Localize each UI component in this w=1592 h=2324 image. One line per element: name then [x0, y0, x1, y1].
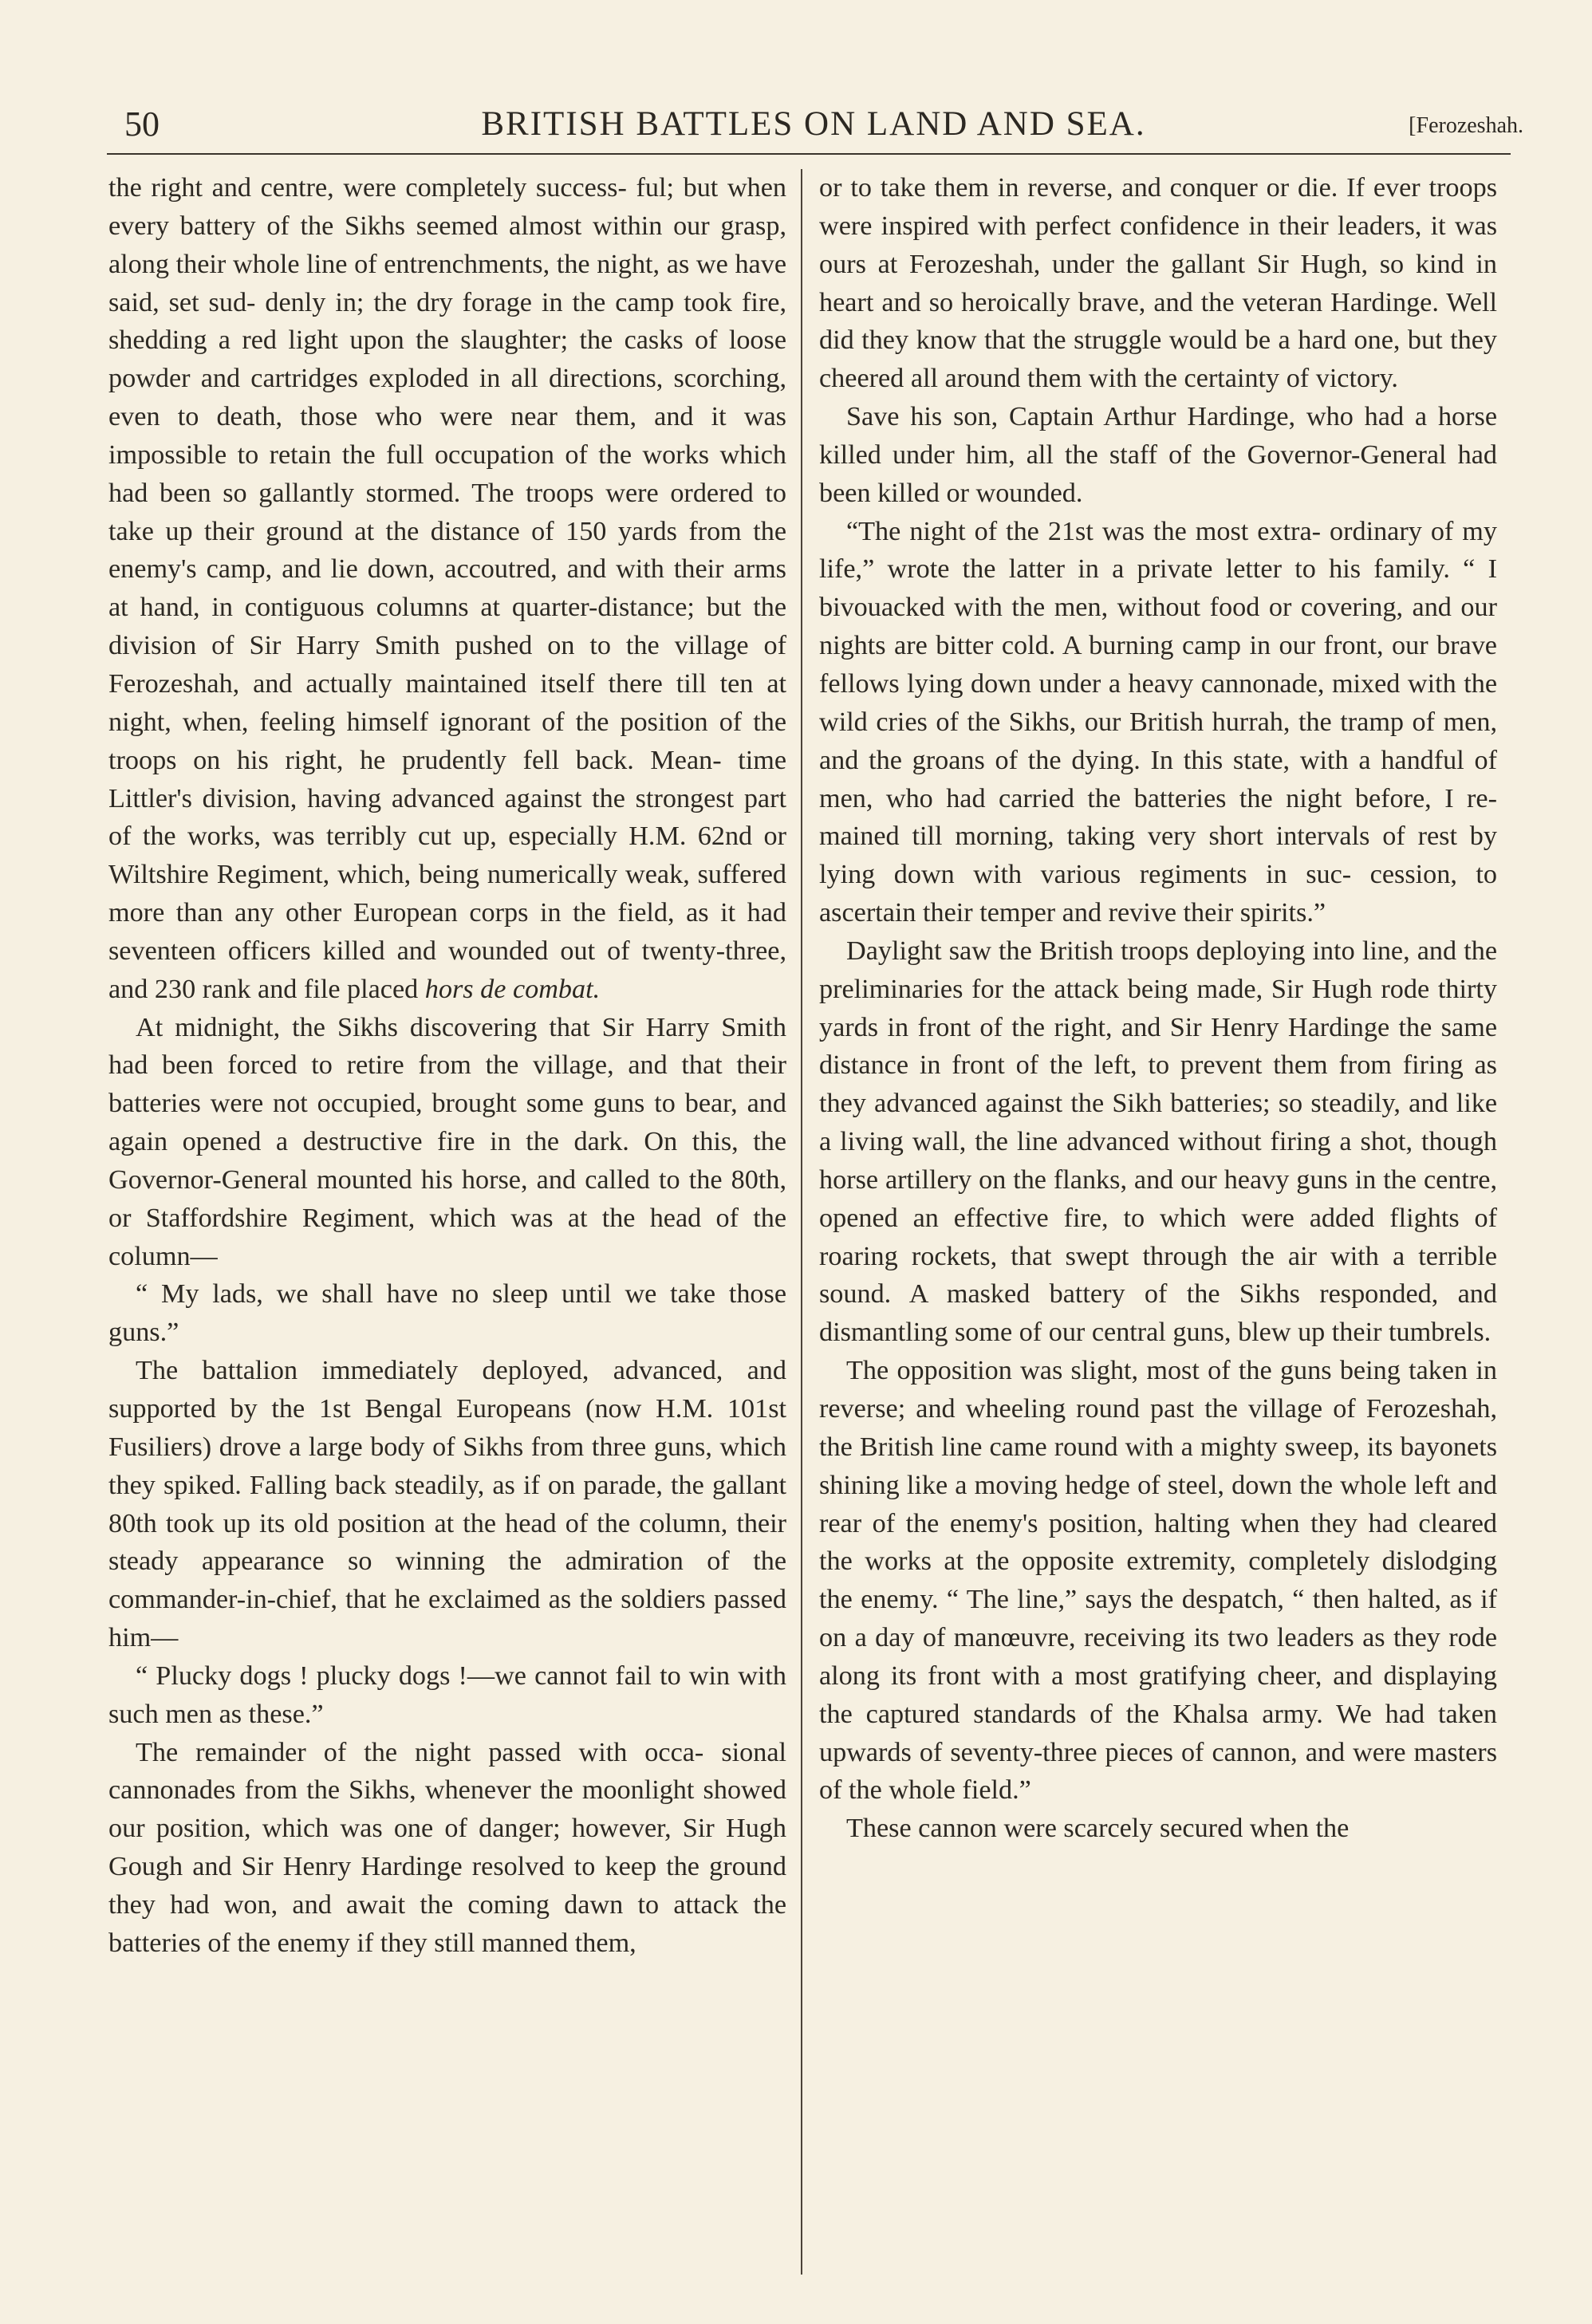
paragraph: The remainder of the night passed with occa- sional cannonades from the Sikhs, whenever the moonlight showed our position, which was one of danger; however, Sir Hugh Gough and Sir Henry Hardinge resolved to keep the ground they had won, and await the coming dawn to attack the batteries of the enemy if they still manned them, [108, 1737, 786, 1958]
paragraph: These cannon were scarcely secured when the [846, 1814, 1350, 1844]
paragraph: Daylight saw the British troops deploying into line, and the preliminaries for the attack being made, Sir Hugh rode thirty yards in front of the right, and Sir Henry Hardinge the same distance in front of the left, to prevent them from firing as they advanced against the Sikh batteries; so steadily, and like a living wall, the line advanced without firing a shot, though horse artillery on the flanks, and our heavy guns in the centre, opened an effective fire, to which were added flights of roaring rockets, that swept through the air with a terrible sound. A masked battery of the Sikhs responded, and dismantling some of our central guns, blew up their tumbrels. [819, 936, 1497, 1348]
italic-phrase: hors de combat. [424, 974, 601, 1004]
quote-paragraph: “ Plucky dogs ! plucky dogs !—we cannot fail to win with such men as these.” [108, 1660, 786, 1729]
paragraph: The battalion immediately deployed, advanced, and supported by the 1st Bengal Europeans (now H.M. 101st Fusiliers) drove a large body of Sikhs from three guns, which they spiked. Falling back steadily, as if on parade, the gallant 80th took up its old position at the head of the column, their steady appearance so winning the admiration of the commander-in-chief, that he exclaimed as the soldiers passed him— [108, 1356, 786, 1653]
running-head [104, 102, 1523, 150]
column-divider [801, 169, 802, 2275]
page-number: 50 [124, 104, 160, 144]
right-column [819, 169, 1497, 1848]
header-rule [107, 153, 1511, 155]
section-label: [Ferozeshah. [1409, 113, 1523, 138]
book-title: BRITISH BATTLES ON LAND AND SEA. [481, 105, 1146, 143]
paragraph: the right and centre, were completely success- ful; but when every battery of the Sikhs seemed almost within our grasp, along their whole line of entrenchments, the night, as we have said, set sud- denly in; the dry forage in the camp took fire, shedding a red light upon the slaughter; the casks of loose powder and cartridges exploded in all directions, scorching, even to death, those who were near them, and it was impossible to retain the full occupation of the works which had been so gallantly stormed. The troops were ordered to take up their ground at the distance of 150 yards from the enemy's camp, and lie down, accoutred, and with their arms at hand, in contiguous columns at quarter-distance; but the division of Sir Harry Smith pushed on to the village of Ferozeshah, and actually maintained itself there till ten at night, when, feeling himself ignorant of the position of the troops on his right, he prudently fell back. Mean- time Littler's division, having advanced against the strongest part of the works, was terribly cut up, especially H.M. 62nd or Wiltshire Regiment, which, being numerically weak, suffered more than any other European corps in the field, as it had seventeen officers killed and wounded out of twenty-three, and 230 rank and file placed hors de combat. [108, 173, 786, 1004]
quote-paragraph: “The night of the 21st was the most extra- ordinary of my life,” wrote the latter in a private letter to his family. “ I bivouacked with the men, without food or covering, and our nights are bitter cold. A burning camp in our front, our brave fellows lying down under a heavy cannonade, mixed with the wild cries of the Sikhs, our British hurrah, the tramp of men, and the groans of the dying. In this state, with a handful of men, who had carried the batteries the night before, I re- mained till morning, taking very short intervals of rest by lying down with various regiments in suc- cession, to ascertain their temper and revive their spirits.” [819, 516, 1497, 928]
paragraph: At midnight, the Sikhs discovering that Sir Harry Smith had been forced to retire from the village, and that their batteries were not occupied, brought some guns to bear, and again opened a destructive fire in the dark. On this, the Governor-General mounted his horse, and called to the 80th, or Staffordshire Regiment, which was at the head of the column— [108, 1012, 786, 1271]
quote-paragraph: “ My lads, we shall have no sleep until we take those guns.” [108, 1279, 786, 1348]
paragraph: The opposition was slight, most of the guns being taken in reverse; and wheeling round past the village of Ferozeshah, the British line came round with a mighty sweep, its bayonets shining like a moving hedge of steel, down the whole left and rear of the enemy's position, halting when they had cleared the works at the opposite extremity, completely dislodging the enemy. “ The line,” says the despatch, “ then halted, as if on a day of manœuvre, receiving its two leaders as they rode along its front with a most gratifying cheer, and displaying the captured standards of the Khalsa army. We had taken upwards of seventy-three pieces of cannon, and were masters of the whole field.” [819, 1356, 1497, 1806]
left-column [108, 169, 786, 1963]
paragraph: Save his son, Captain Arthur Hardinge, who had a horse killed under him, all the staff of the Governor-General had been killed or wounded. [819, 402, 1497, 508]
paragraph: or to take them in reverse, and conquer or die. If ever troops were inspired with perfect confidence in their leaders, it was ours at Ferozeshah, under the gallant Sir Hugh, so kind in heart and so heroically brave, and the veteran Hardinge. Well did they know that the struggle would be a hard one, but they cheered all around them with the certainty of victory. [819, 173, 1497, 394]
